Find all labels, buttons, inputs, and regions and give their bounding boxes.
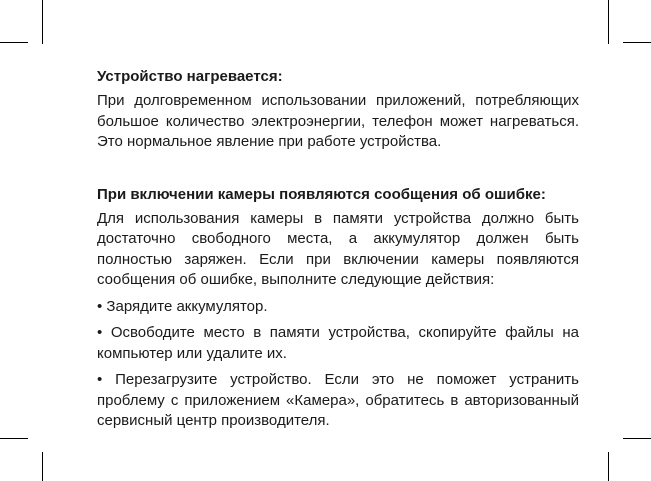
crop-mark-bottom-right-vertical xyxy=(608,452,609,481)
section-overheat-text: При долговременном использовании приложений, потребляющих большое количество электроэнергии, телефон может нагреваться. Это нормальное явление при работе устройства. xyxy=(97,92,579,150)
section-camera-text: Для использования камеры в памяти устройства должно быть достаточно свободного места, а аккумулятор должен быть полностью заряжен. Если при включении камеры появляются сообщения об ошибке, выполните следующие действия: xyxy=(97,209,579,288)
crop-mark-top-left-horizontal xyxy=(0,42,28,43)
list-item: • Освободите место в памяти устройства, скопируйте файлы на компьютер или удалите их. xyxy=(97,324,579,362)
crop-mark-bottom-right-horizontal xyxy=(623,438,651,439)
section-camera-heading: При включении камеры появляются сообщения об ошибке: xyxy=(97,185,546,203)
list-item: • Зарядите аккумулятор. xyxy=(97,297,268,315)
crop-mark-bottom-left-vertical xyxy=(42,452,43,481)
crop-mark-top-right-horizontal xyxy=(623,42,651,43)
crop-mark-top-right-vertical xyxy=(608,0,609,44)
section-camera xyxy=(97,184,579,432)
section-overheat-heading: Устройство нагревается: xyxy=(97,68,283,85)
page-content xyxy=(97,66,579,432)
crop-mark-bottom-left-horizontal xyxy=(0,438,28,439)
list-item: • Перезагрузите устройство. Если это не поможет устранить проблему с приложением «Камера», обратитесь в авторизованный сервисный центр производителя. xyxy=(97,371,579,429)
crop-mark-top-left-vertical xyxy=(42,0,43,44)
section-overheat xyxy=(97,66,579,153)
